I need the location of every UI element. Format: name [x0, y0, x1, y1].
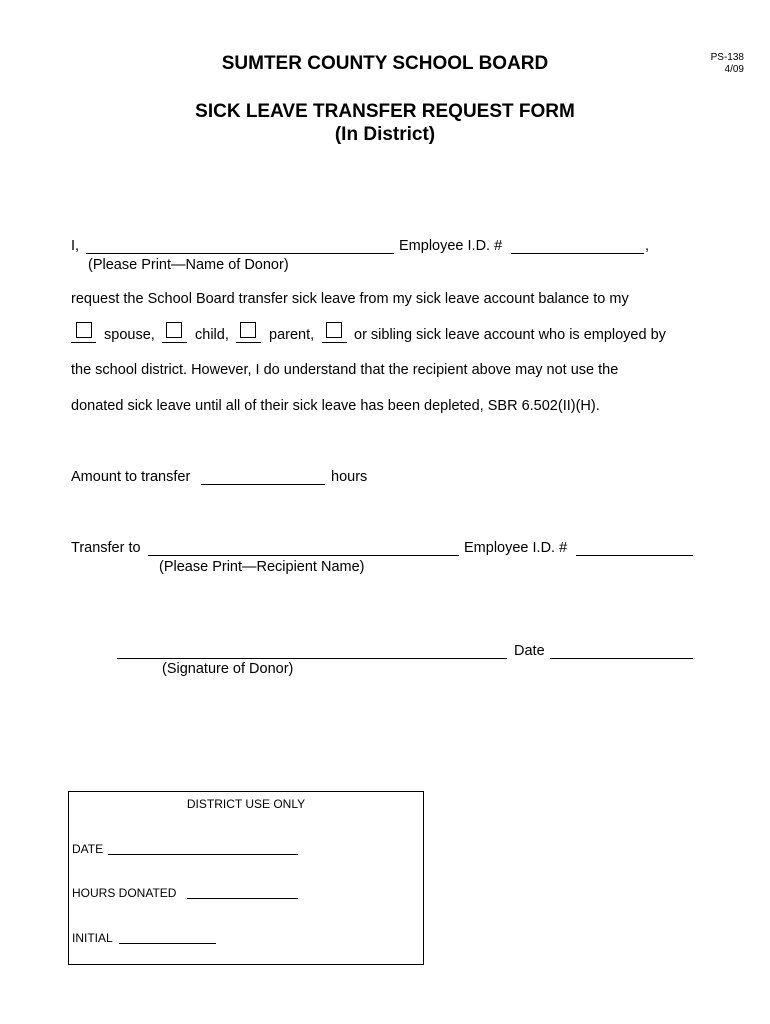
form-subtitle: (In District) [334, 124, 436, 145]
recipient-name-field[interactable] [148, 555, 459, 556]
organization-title: SUMTER COUNTY SCHOOL BOARD [221, 53, 549, 74]
parent-checkbox-line [236, 342, 261, 343]
district-hours-label: HOURS DONATED [72, 886, 177, 900]
district-initial-field[interactable] [119, 943, 216, 944]
recipient-employee-id-field[interactable] [576, 555, 693, 556]
amount-label: Amount to transfer [71, 469, 191, 485]
donor-name-field[interactable] [86, 253, 394, 254]
district-date-label: DATE [72, 842, 104, 856]
donor-employee-id-label: Employee I.D. # [399, 238, 503, 254]
amount-unit: hours [331, 469, 368, 485]
recipient-label: Transfer to [71, 540, 141, 556]
amount-field[interactable] [201, 484, 325, 485]
statement-line-1: request the School Board transfer sick leave from my sick leave account balance to my [71, 291, 629, 307]
child-checkbox[interactable] [166, 322, 182, 338]
form-title: SICK LEAVE TRANSFER REQUEST FORM [195, 101, 575, 122]
donor-trailing-comma: , [645, 238, 650, 254]
sibling-checkbox-line [322, 342, 347, 343]
form-revision-date: 4/09 [724, 64, 744, 75]
parent-checkbox[interactable] [240, 322, 256, 338]
spouse-checkbox[interactable] [76, 322, 92, 338]
statement-line-4: donated sick leave until all of their sick leave has been depleted, SBR 6.502(II)(H). [71, 398, 600, 414]
district-use-heading: DISTRICT USE ONLY [186, 797, 306, 811]
signature-date-label: Date [514, 643, 545, 659]
child-label: child, [195, 327, 229, 343]
child-checkbox-line [162, 342, 187, 343]
recipient-name-caption: (Please Print—Recipient Name) [159, 559, 365, 575]
district-use-box [68, 791, 424, 965]
district-date-field[interactable] [108, 854, 298, 855]
form-number: PS-138 [710, 52, 744, 63]
sibling-label: or sibling sick leave account who is employed by [354, 327, 666, 343]
signature-caption: (Signature of Donor) [162, 661, 294, 677]
sibling-checkbox[interactable] [326, 322, 342, 338]
recipient-employee-id-label: Employee I.D. # [464, 540, 568, 556]
signature-date-field[interactable] [550, 658, 693, 659]
district-initial-label: INITIAL [72, 931, 113, 945]
donor-prefix: I, [71, 238, 80, 254]
donor-signature-field[interactable] [117, 658, 507, 659]
spouse-label: spouse, [104, 327, 155, 343]
donor-name-caption: (Please Print—Name of Donor) [88, 257, 289, 273]
statement-line-3: the school district. However, I do understand that the recipient above may not use the [71, 362, 619, 378]
district-hours-field[interactable] [187, 898, 298, 899]
donor-employee-id-field[interactable] [511, 253, 644, 254]
spouse-checkbox-line [71, 342, 96, 343]
parent-label: parent, [269, 327, 315, 343]
